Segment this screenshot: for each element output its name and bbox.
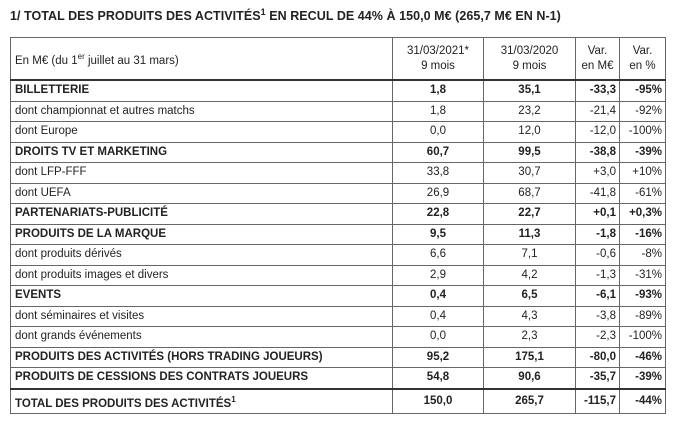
value-2021: 6,6 bbox=[393, 245, 484, 266]
title-footnote-mark: 1 bbox=[260, 7, 266, 17]
value-2021: 1,8 bbox=[393, 101, 484, 122]
var-p: -95% bbox=[620, 80, 666, 101]
table-row bbox=[11, 327, 666, 348]
table-row bbox=[11, 368, 666, 389]
var-m: -0,6 bbox=[576, 245, 620, 266]
var-p: -89% bbox=[620, 306, 666, 327]
value-2020: 2,3 bbox=[484, 327, 576, 348]
value-2020: 7,1 bbox=[484, 245, 576, 266]
revenue-table bbox=[10, 37, 666, 414]
row-label: PRODUITS DE LA MARQUE bbox=[11, 224, 393, 245]
var-p: -16% bbox=[620, 224, 666, 245]
value-2021: 0,0 bbox=[393, 327, 484, 348]
var-m: -115,7 bbox=[576, 389, 620, 414]
value-2020: 175,1 bbox=[484, 347, 576, 368]
row-label: dont produits images et divers bbox=[11, 265, 393, 286]
row-label: dont grands événements bbox=[11, 327, 393, 348]
var-p: +0,3% bbox=[620, 204, 666, 225]
var-p: -39% bbox=[620, 368, 666, 389]
row-label: PRODUITS DE CESSIONS DES CONTRATS JOUEURS bbox=[11, 368, 393, 389]
value-2021: 54,8 bbox=[393, 368, 484, 389]
var-m: -2,3 bbox=[576, 327, 620, 348]
value-2020: 12,0 bbox=[484, 122, 576, 143]
var-p: -44% bbox=[620, 389, 666, 414]
var-p: -100% bbox=[620, 122, 666, 143]
table-row bbox=[11, 80, 666, 101]
value-2020: 99,5 bbox=[484, 142, 576, 163]
header-2021: 31/03/2021* 9 mois bbox=[393, 38, 484, 81]
var-p: -61% bbox=[620, 183, 666, 204]
table-row bbox=[11, 245, 666, 266]
table-header-row bbox=[11, 38, 666, 81]
header-var-m: Var. en M€ bbox=[576, 38, 620, 81]
table-row bbox=[11, 142, 666, 163]
var-p: +10% bbox=[620, 163, 666, 184]
value-2021: 9,5 bbox=[393, 224, 484, 245]
value-2021: 22,8 bbox=[393, 204, 484, 225]
table-row bbox=[11, 306, 666, 327]
value-2021: 0,4 bbox=[393, 306, 484, 327]
table-row bbox=[11, 389, 666, 414]
var-m: -80,0 bbox=[576, 347, 620, 368]
value-2020: 30,7 bbox=[484, 163, 576, 184]
value-2020: 68,7 bbox=[484, 183, 576, 204]
var-m: -12,0 bbox=[576, 122, 620, 143]
var-p: -39% bbox=[620, 142, 666, 163]
value-2021: 33,8 bbox=[393, 163, 484, 184]
table-row bbox=[11, 122, 666, 143]
var-m: -6,1 bbox=[576, 286, 620, 307]
value-2021: 150,0 bbox=[393, 389, 484, 414]
var-m: -38,8 bbox=[576, 142, 620, 163]
var-m: -35,7 bbox=[576, 368, 620, 389]
title-text-end: EN RECUL DE 44% À 150,0 M€ (265,7 M€ EN N-1) bbox=[265, 9, 561, 24]
value-2021: 26,9 bbox=[393, 183, 484, 204]
var-p: -93% bbox=[620, 286, 666, 307]
var-p: -92% bbox=[620, 101, 666, 122]
var-m: -41,8 bbox=[576, 183, 620, 204]
header-label: En M€ (du 1er juillet au 31 mars) bbox=[11, 38, 393, 81]
header-var-p: Var. en % bbox=[620, 38, 666, 81]
var-m: -3,8 bbox=[576, 306, 620, 327]
var-m: -1,3 bbox=[576, 265, 620, 286]
page-title bbox=[10, 7, 561, 23]
value-2021: 2,9 bbox=[393, 265, 484, 286]
var-p: -100% bbox=[620, 327, 666, 348]
row-label: TOTAL DES PRODUITS DES ACTIVITÉS$^1$ bbox=[11, 389, 393, 414]
var-m: +0,1 bbox=[576, 204, 620, 225]
value-2021: 1,8 bbox=[393, 80, 484, 101]
table-row bbox=[11, 101, 666, 122]
row-label: BILLETTERIE bbox=[11, 80, 393, 101]
var-m: +3,0 bbox=[576, 163, 620, 184]
var-m: -21,4 bbox=[576, 101, 620, 122]
value-2020: 35,1 bbox=[484, 80, 576, 101]
row-label: DROITS TV ET MARKETING bbox=[11, 142, 393, 163]
value-2020: 4,2 bbox=[484, 265, 576, 286]
value-2021: 0,4 bbox=[393, 286, 484, 307]
value-2020: 22,7 bbox=[484, 204, 576, 225]
table-row bbox=[11, 183, 666, 204]
table-row bbox=[11, 286, 666, 307]
value-2021: 0,0 bbox=[393, 122, 484, 143]
value-2020: 11,3 bbox=[484, 224, 576, 245]
var-p: -8% bbox=[620, 245, 666, 266]
value-2020: 265,7 bbox=[484, 389, 576, 414]
row-label: dont produits dérivés bbox=[11, 245, 393, 266]
row-label: dont Europe bbox=[11, 122, 393, 143]
table-row bbox=[11, 224, 666, 245]
value-2021: 60,7 bbox=[393, 142, 484, 163]
var-p: -46% bbox=[620, 347, 666, 368]
title-text: 1/ TOTAL DES PRODUITS DES ACTIVITÉS bbox=[10, 9, 261, 24]
var-p: -31% bbox=[620, 265, 666, 286]
row-label: dont championnat et autres matchs bbox=[11, 101, 393, 122]
row-label: dont LFP-FFF bbox=[11, 163, 393, 184]
row-label: EVENTS bbox=[11, 286, 393, 307]
row-label: PARTENARIATS-PUBLICITÉ bbox=[11, 204, 393, 225]
table-row bbox=[11, 163, 666, 184]
table-row bbox=[11, 265, 666, 286]
value-2020: 6,5 bbox=[484, 286, 576, 307]
row-label: PRODUITS DES ACTIVITÉS (HORS TRADING JOUEURS) bbox=[11, 347, 393, 368]
value-2020: 4,3 bbox=[484, 306, 576, 327]
table-row bbox=[11, 204, 666, 225]
row-label: dont séminaires et visites bbox=[11, 306, 393, 327]
value-2020: 23,2 bbox=[484, 101, 576, 122]
var-m: -1,8 bbox=[576, 224, 620, 245]
var-m: -33,3 bbox=[576, 80, 620, 101]
table-body bbox=[11, 80, 666, 414]
header-2020: 31/03/2020 9 mois bbox=[484, 38, 576, 81]
value-2021: 95,2 bbox=[393, 347, 484, 368]
value-2020: 90,6 bbox=[484, 368, 576, 389]
row-label: dont UEFA bbox=[11, 183, 393, 204]
table-row bbox=[11, 347, 666, 368]
